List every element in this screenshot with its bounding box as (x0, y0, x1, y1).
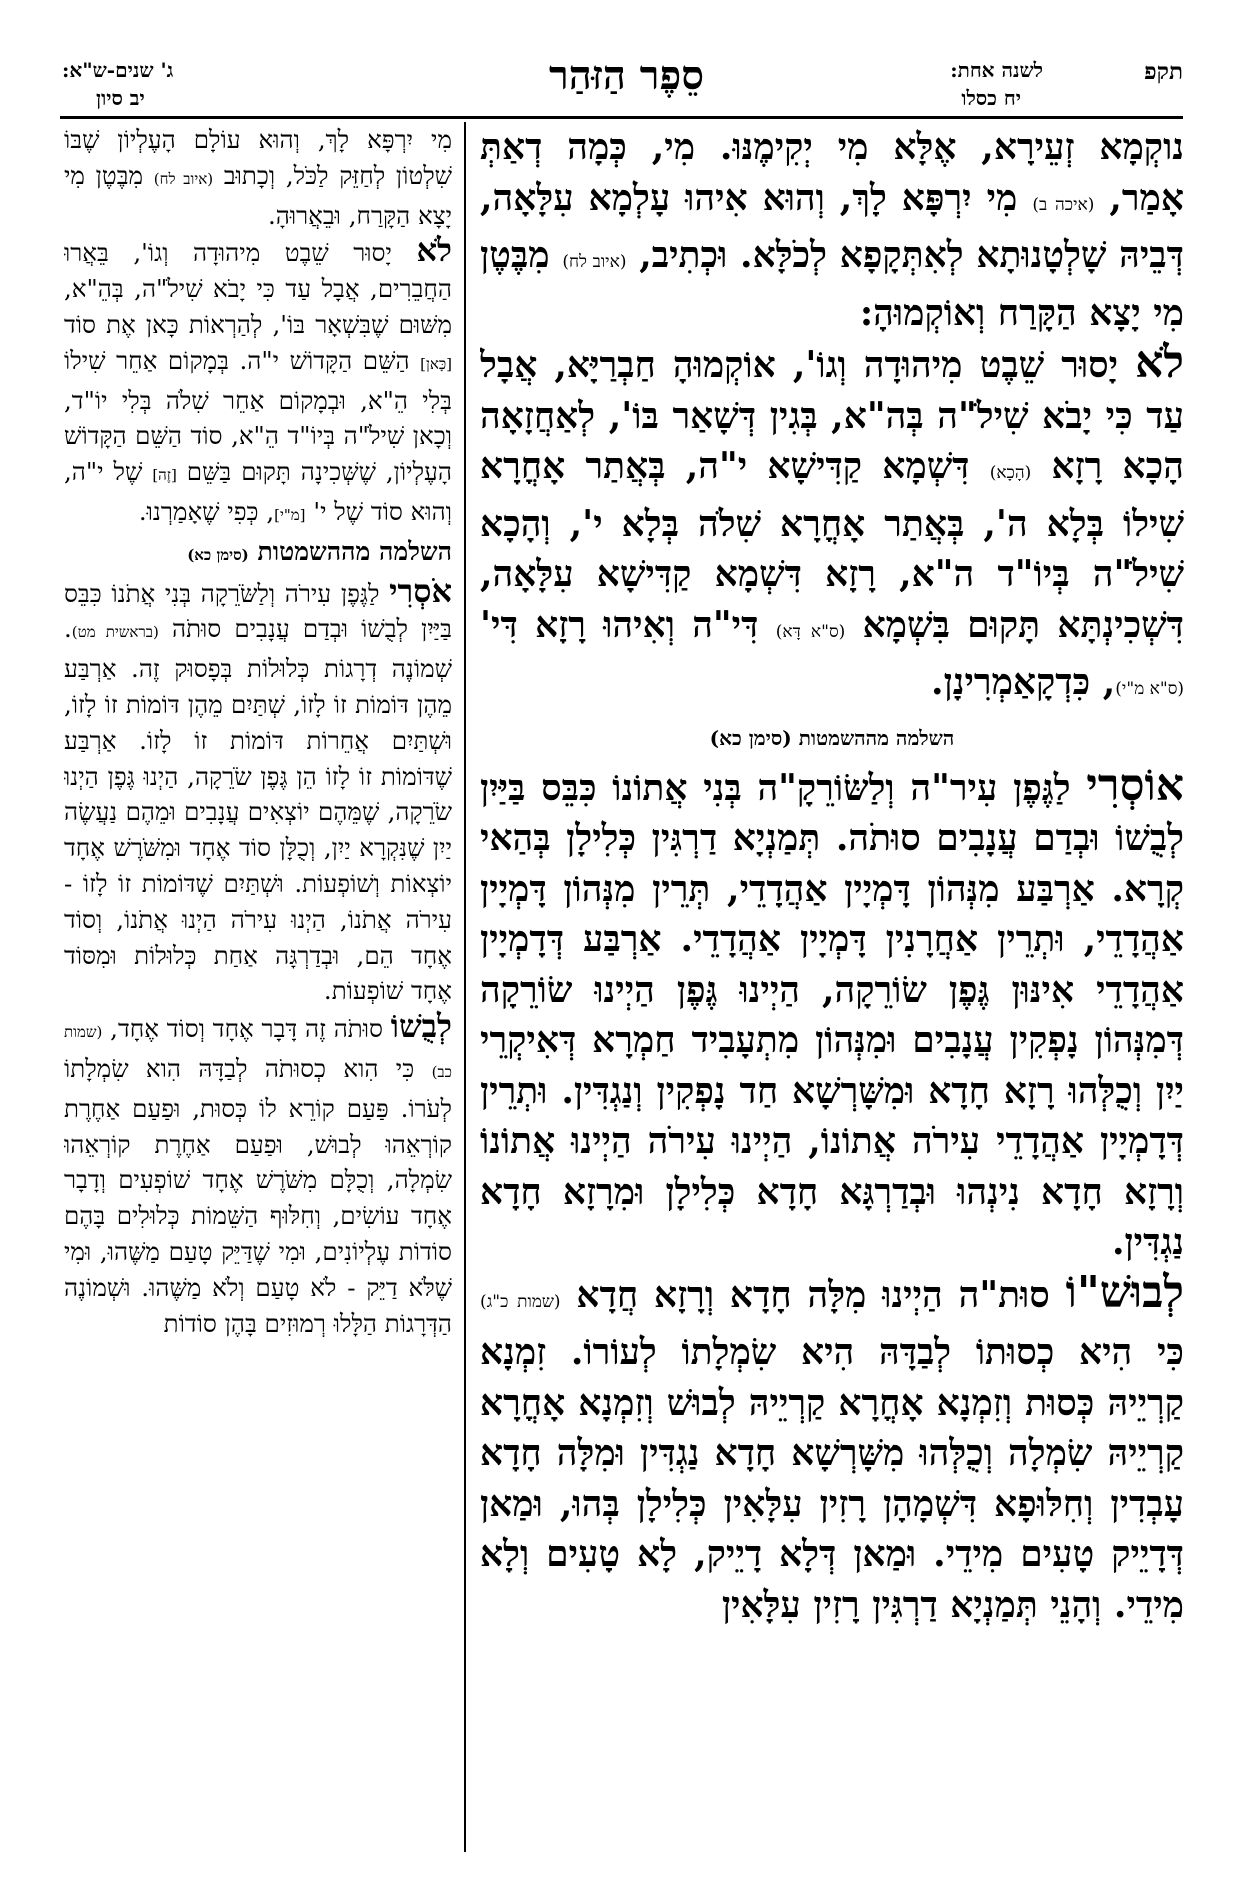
source-ref: (ס"א דָּא) (775, 621, 846, 642)
aramaic-column (480, 122, 1184, 1862)
main-paragraph-2: לֹא יָסוּר שֵׁבֶט מִיהוּדָה וְגוֹ', אוֹקְמוּהָ חַבְרַיָּא, אֲבָל עַד כִּי יָבֹא שִׁילֹ"ה בְּה"א, בְּגִין דְּשָׁאַר בּוֹ', לְאַחֲזָאָה הָכָא רָזָא (הָכָא) דִּשְׁמָא קַדִּישָׁא י"ה, בְּאֲתַר אָחֳרָא שִׁילוֹ בְּלָא ה', בְּאֲתַר אָחֳרָא שִׁלֹה בְּלָא י', וְהָכָא שִׁילֹ"ה בְּיוֹ"ד ה"א, רָזָא דִּשְׁמָא קַדִּישָׁא עִלָּאָה, דִּשְׁכִינְתָּא תָּקוּם בִּשְׁמָא (ס"א דָּא) דִּי"ה וְאִיהוּ רָזָא דִּי' (ס"א מ"י), כִּדְקָאַמְרִינָן. (480, 337, 1184, 703)
opening-word: לֹא (1135, 337, 1184, 388)
source-ref: (שמות כ"ג) (480, 1291, 561, 1312)
side-paragraph-4: לְבֻשׁוֹ סוּתֹה זֶה דָּבָר אֶחָד וְסוֹד אֶחָד, (שמות כב) כִּי הִוא כְסוּתֹה לְבַדָּהּ הִוא שִׂמְלָתוֹ לְעֹרוֹ. פַּעַם קוֹרֵא לוֹ כְּסוּת, וּפַעַם אַחֶרֶת קוֹרְאֵהוּ לְבוּשׁ, וּפַעַם אַחֶרֶת קוֹרְאֵהוּ שִׂמְלָה, וְכֻלָּם מִשֹּׁרֶשׁ אֶחָד שׁוֹפְעִים וְדָבָר אֶחָד עוֹשִׂים, וְחִלּוּף הַשֵּׁמוֹת כְּלוּלִים בָּהֶם סוֹדוֹת עֶלְיוֹנִים, וּמִי שֶׁדַּיֵּק טָעַם מַשֶּׁהוּ, וּמִי שֶׁלֹּא דַיֵּק - לֹא טָעַם וְלֹא מַשֶּׁהוּ. וּשְׁמוֹנֶה הַדְּרָגוֹת הַלָּלוּ רְמוּזִים בָּהֶן סוֹדוֹת (64, 1007, 452, 1338)
side-paragraph-2: לֹא יָסוּר שֵׁבֶט מִיהוּדָה וְגוֹ', בֵּאֲרוּ הַחֲבֵרִים, אֲבָל עַד כִּי יָבֹא שִׁילֹ"ה, בְּהֵ"א, מִשּׁוּם שֶׁבִּשְׁאָר בּוֹ', לְהַרְאוֹת כָּאן אֶת סוֹד [כָּאן] הַשֵּׁם הַקָּדוֹשׁ י"ה. בְּמָקוֹם אַחֵר שִׁילוֹ בְּלִי הֵ"א, וּבְמָקוֹם אַחֵר שִׁלֹה בְּלִי יוֹ"ד, וְכָאן שִׁילֹ"ה בְּיוֹ"ד הֵ"א, סוֹד הַשֵּׁם הַקָּדוֹשׁ הָעֶלְיוֹן, שֶׁשְּׁכִינָה תָּקוּם בַּשֵּׁם [זֶה] שֶׁל י"ה, וְהוּא סוֹד שֶׁל י' [מ"י], כְּפִי שֶׁאָמַרְנוּ. (64, 231, 452, 526)
hebrew-translation-column (64, 122, 452, 1862)
source-ref: (איוב לח) (153, 169, 214, 188)
section-subheading: השלמה מההשמטות (סימן כא) (709, 725, 955, 750)
book-title: סֵפֶר הַזּהַר (549, 52, 704, 99)
main-paragraph-1: נוקְמָא זְעֵירָא, אֶלָּא מִי יְקִימֶנּוּ. מִי, כְּמָה דְאַתְּ אָמַר, (איכה ב) מִי יִרְפָּא לָךְ, וְהוּא אִיהוּ עָלְמָא עִלָּאָה, דְּבֵיהּ שָׁלְטָנוּתָא לְאִתְּקָפָא לְכֹלָּא. וּכְתִיב, (איוב לח) מִבֶּטֶן מִי יָצָא הַקָּרַח וְאוֹקְמוּהָ: (480, 126, 1184, 334)
schedule-three-years-date: יב סיון (96, 86, 145, 110)
source-ref: [מ"י] (274, 505, 306, 524)
opening-word: אוֹסְרִי (1086, 759, 1184, 811)
main-paragraph-4: לְבוּשׁ"וֹ סוּת"ה הַיְינוּ מִלָּה חָדָא וְרָזָא חֲדָא (שמות כ"ג) כִּי הִיא כְסוּתוֹ לְבַדָּהּ הִיא שִׂמְלָתוֹ לְעוֹרוֹ. זִמְנָא קַרְיֵיהּ כְּסוּת וְזִמְנָא אָחֳרָא קַרְיֵיהּ לְבוּשׁ וְזִמְנָא אָחֳרָא קַרְיֵיהּ שִׂמְלָה וְכֻלְּהוּ מִשָּׁרְשָׁא חָדָא נַגְדִּין וּמִלָּה חָדָא עָבְדִין וְחִלּוּפָא דִּשְׁמָהָן רָזִין עִלָּאִין כְּלִילָן בְּהוּ, וּמַאן דְּדָיֵיק טָעִים מִידֵי. וּמַאן דְּלָא דָיֵיק, לָא טָעִים וְלָא מִידֵי. וְהָנֵי תְּמַנְיָא דַרְגִּין רָזִין עִלָּאִין (480, 1266, 1184, 1626)
header-rule (60, 116, 1183, 119)
schedule-one-year: לשנה אחת: (950, 58, 1043, 82)
source-ref: (איוב לח) (562, 252, 627, 272)
page-number: תקפ (1144, 58, 1183, 85)
opening-word: לְבוּשׁ"וֹ (1065, 1266, 1184, 1318)
column-divider (464, 122, 466, 1852)
source-ref: (שמות כב) (64, 1023, 452, 1081)
source-ref: [זֶה] (152, 466, 177, 485)
source-ref: (ס"א מ"י) (1115, 679, 1184, 699)
source-ref: (איכה ב) (1032, 194, 1095, 215)
source-ref: (הָכָא) (989, 463, 1032, 483)
opening-word: לֹא (416, 231, 452, 270)
opening-word: אֹסְרִי (389, 571, 452, 610)
side-paragraph-3: אֹסְרִי לַגֶּפֶן עִירֹה וְלַשֹּׂרֵקָה בְּנִי אֲתֹנוֹ כִּבֵּס בַּיַּיִן לְבֻשׁוֹ וּבְדַם עֲנָבִים סוּתֹה (בראשית מט). שְׁמוֹנֶה דְרָגוֹת כְּלוּלוֹת בְּפָסוּק זֶה. אַרְבַּע מֵהֶן דּוֹמוֹת זוֹ לָזוֹ, שְׁתַּיִם מֵהֶן דּוֹמוֹת זוֹ לָזוֹ, וּשְׁתַּיִם אֲחֵרוֹת דּוֹמוֹת זוֹ לָזוֹ. אַרְבַּע שֶׁדּוֹמוֹת זוֹ לָזוֹ הֵן גֶּפֶן שֹׂרֵקָה, הַיְנוּ גֶּפֶן הַיְנוּ שֹׂרֵקָה, שֶׁמֵּהֶם יוֹצְאִים עֲנָבִים וּמֵהֶם נַעֲשֶׂה יַיִן שֶׁנִּקְרָא יַיִן, וְכֻלָּן סוֹד אֶחָד וּמִשֹּׁרֶשׁ אֶחָד יוֹצְאוֹת וְשׁוֹפְעוֹת. וּשְׁתַּיִם שֶׁדּוֹמוֹת זוֹ לָזוֹ - עִירֹה אֲתֹנוֹ, הַיְנוּ עִירֹה הַיְנוּ אֲתֹנוֹ, וְסוֹד אֶחָד הֵם, וּבְדַרְגָּה אַחַת כְּלוּלוֹת וּמִסּוֹד אֶחָד שׁוֹפְעוֹת. (64, 571, 452, 1006)
source-ref: (בראשית מט) (71, 623, 159, 642)
source-ref: (סימן כא) (187, 545, 249, 564)
opening-word: לְבֻשׁוֹ (390, 1007, 452, 1046)
source-ref: [כָּאן] (420, 354, 452, 373)
section-subheading: השלמה מההשמטות (סימן כא) (187, 536, 452, 566)
schedule-one-year-date: יח כסלו (961, 86, 1021, 110)
main-paragraph-3: אוֹסְרִי לַגֶּפֶן עִיר"ה וְלַשּׂוֹרֵקָ"ה בְּנִי אֲתוֹנוֹ כִּבֵּס בַּיַּיִן לְבֻשׁוֹ וּבְדַם עֲנָבִים סוּתֹה. תְּמַנְיָא דַרְגִּין כְּלִילָן בְּהַאי קְרָא. אַרְבַּע מִנְּהוֹן דָּמְיָין אַהֲדָדֵי, תְּרֵין מִנְּהוֹן דָּמְיָין אַהֲדָדֵי, וּתְרֵין אַחֲרָנִין דָּמְיָין אַהֲדָדֵי. אַרְבַּע דְּדָמְיָין אַהֲדָדֵי אִינּוּן גֶּפֶן שׂוֹרֵקָה, הַיְינוּ גֶּפֶן הַיְינוּ שׂוֹרֵקָה דְּמִנְּהוֹן נָפְקִין עֲנָבִים וּמִנְּהוֹן מִתְעָבִיד חַמְרָא דְּאִיקְרֵי יַיִן וְכֻלְּהוּ רָזָא חָדָא וּמִשָּׁרְשָׁא חַד נָפְקִין וְנַגְדִּין. וּתְרֵין דְּדָמְיָין אַהֲדָדֵי עִירֹה אֲתוֹנוֹ, הַיְינוּ עִירֹה הַיְינוּ אֲתוֹנוֹ וְרָזָא חָדָא נִינְהוּ וּבְדַרְגָּא חָדָא כְּלִילָן וּמִרָזָא חָדָא נַגְדִּין. (480, 759, 1184, 1263)
schedule-three-years: ג' שנים-ש"א: (62, 58, 174, 82)
side-paragraph-1: מִי יִרְפָּא לָךְ, וְהוּא עוֹלָם הָעֶלְיוֹן שֶׁבּוֹ שִׁלְטוֹן לְחַזֵּק לַכֹּל, וְכָתוּב (איוב לח) מִבֶּטֶן מִי יָצָא הַקָּרַח, וּבֵאֲרוּהָ. (64, 125, 452, 230)
